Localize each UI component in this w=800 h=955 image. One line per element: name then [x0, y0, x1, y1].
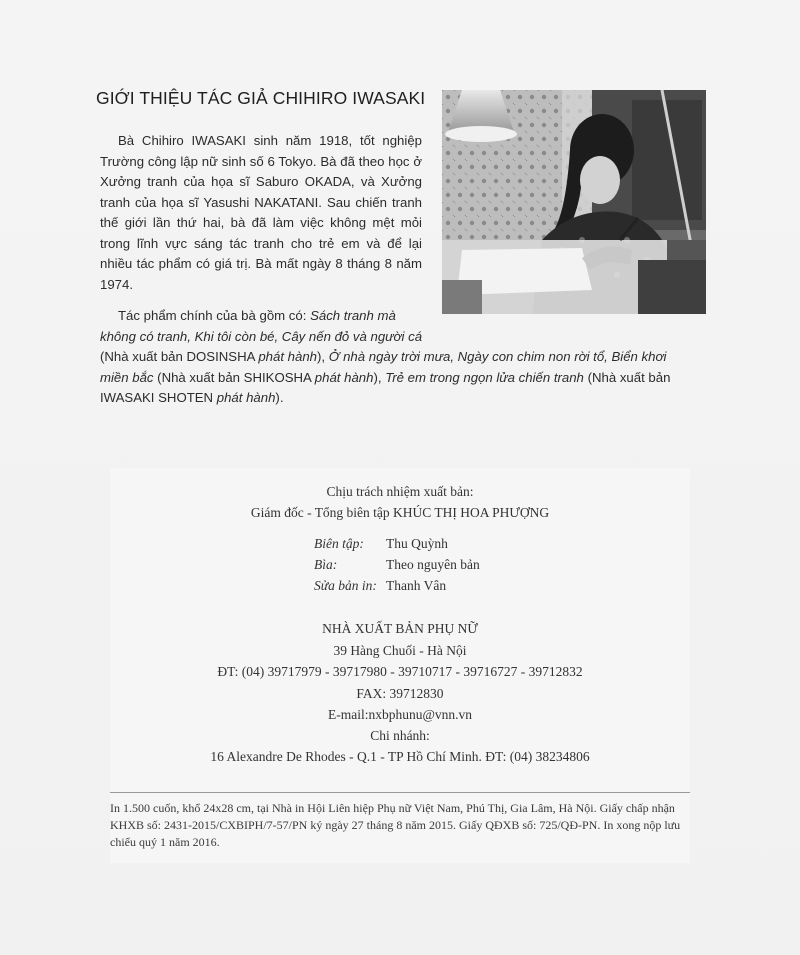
- works-line-1: Tác phẩm chính của bà gồm có: Sách tranh mà: [118, 308, 396, 323]
- works-paragraph: [100, 306, 700, 409]
- credit-row: Sửa bản in: Thanh Vân: [314, 578, 447, 593]
- publisher-address: 39 Hàng Chuối - Hà Nội: [333, 643, 467, 658]
- publisher-name: NHÀ XUẤT BẢN PHỤ NỮ: [322, 621, 478, 636]
- publisher-fax: FAX: 39712830: [356, 686, 444, 701]
- publisher-phone: ĐT: (04) 39717979 - 39717980 - 39710717 - 39716727 - 39712832: [217, 664, 583, 679]
- director-line: Giám đốc - Tổng biên tập KHÚC THỊ HOA PHƯỢNG: [250, 505, 550, 520]
- branch-address: 16 Alexandre De Rhodes - Q.1 - TP Hồ Chí Minh. ĐT: (04) 38234806: [210, 749, 590, 764]
- author-photo: [442, 90, 706, 314]
- works-line-4: miền bắc (Nhà xuất bản SHIKOSHA phát hành), Trẻ em trong ngọn lửa chiến tranh (Nhà xuất bản: [100, 369, 671, 385]
- responsible-heading: Chịu trách nhiệm xuất bản:: [326, 484, 474, 499]
- publisher-credits: [110, 468, 690, 863]
- page-title: GIỚI THIỆU TÁC GIẢ CHIHIRO IWASAKI: [96, 88, 426, 108]
- print-note: In 1.500 cuốn, khổ 24x28 cm, tại Nhà in Hội Liên hiệp Phụ nữ Việt Nam, Phú Thị, Gia Lâm, Hà Nội. Giấy chấp nhận KHXB số: 2431-2015/CXBIPH/7-57/PN ký ngày 27 tháng 8 năm 2015. Giấy QĐXB số: 725/QĐ-PN. In xong nộp lưu chiểu quý 1 năm 2016.: [110, 801, 681, 849]
- bio-paragraph: Bà Chihiro IWASAKI sinh năm 1918, tốt nghiệp Trường công lập nữ sinh số 6 Tokyo. Bà đã theo học ở Xưởng tranh của họa sĩ Saburo OKADA, và Xưởng tranh của họa sĩ Yasushi NAKATANI. Sau chiến tranh thế giới lần thứ hai, bà đã làm việc không mệt mỏi trong lĩnh vực sáng tác tranh cho trẻ em và để lại nhiều tác phẩm có giá trị. Bà mất ngày 8 tháng 8 năm 1974.: [100, 133, 422, 292]
- credit-row: Biên tập: Thu Quỳnh: [314, 536, 448, 551]
- divider: [110, 792, 690, 793]
- credit-row: Bìa: Theo nguyên bản: [314, 557, 480, 572]
- works-line-5: IWASAKI SHOTEN phát hành).: [100, 390, 284, 405]
- works-line-2: không có tranh, Khi tôi còn bé, Cây nến đỏ và người cá: [100, 328, 423, 344]
- branch-label: Chi nhánh:: [370, 728, 430, 743]
- author-photo-image: [442, 90, 706, 314]
- works-line-3: (Nhà xuất bản DOSINSHA phát hành), Ở nhà ngày trời mưa, Ngày con chim non rời tổ, Biển khơi: [100, 349, 667, 364]
- author-bio: [100, 131, 422, 303]
- publisher-email: E-mail:nxbphunu@vnn.vn: [327, 707, 473, 722]
